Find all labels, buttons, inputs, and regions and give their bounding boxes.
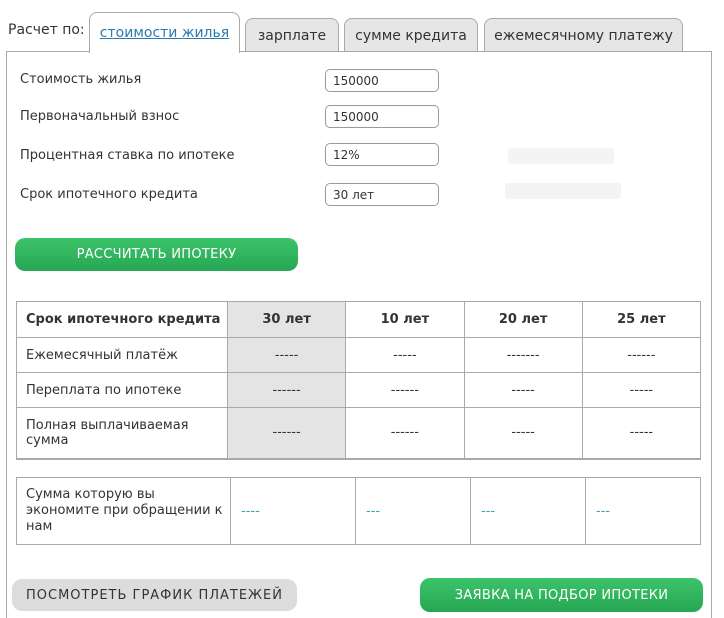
- table-cell: ------: [228, 408, 346, 459]
- savings-value: ---: [586, 478, 701, 545]
- savings-label: Сумма которую вы экономите при обращении к нам: [17, 478, 231, 545]
- savings-value: ----: [231, 478, 356, 545]
- tab-label: зарплате: [257, 27, 327, 44]
- term-input[interactable]: [325, 183, 439, 206]
- term-label: Срок ипотечного кредита: [20, 187, 198, 202]
- tab-label: стоимости жилья: [99, 25, 230, 41]
- table-cell: ------: [228, 373, 346, 408]
- table-cell: -----: [464, 373, 582, 408]
- table-header-cell: 10 лет: [346, 302, 464, 338]
- calculate-button[interactable]: РАССЧИТАТЬ ИПОТЕКУ: [15, 238, 298, 271]
- table-row: [17, 338, 701, 373]
- table-row: [17, 408, 701, 459]
- row-label: Ежемесячный платёж: [17, 338, 228, 373]
- savings-value: ---: [356, 478, 471, 545]
- table-header-cell: 30 лет: [228, 302, 346, 338]
- rate-label: Процентная ставка по ипотеке: [20, 148, 235, 163]
- savings-value: ---: [471, 478, 586, 545]
- table-cell: -------: [464, 338, 582, 373]
- tab-label: ежемесячному платежу: [494, 27, 673, 44]
- price-label: Стоимость жилья: [20, 72, 142, 87]
- table-cell: -----: [464, 408, 582, 459]
- table-header-row: [17, 302, 701, 338]
- calc-by-label: Расчет по:: [8, 22, 85, 38]
- table-cell: -----: [582, 408, 700, 459]
- table-row: [17, 478, 701, 545]
- rate-input[interactable]: [325, 143, 439, 166]
- table-cell: -----: [582, 373, 700, 408]
- term-hint: [505, 183, 621, 199]
- apply-mortgage-button[interactable]: ЗАЯВКА НА ПОДБОР ИПОТЕКИ: [420, 578, 703, 612]
- table-cell: ------: [346, 373, 464, 408]
- mortgage-table: [16, 301, 701, 460]
- table-cell: -----: [228, 338, 346, 373]
- table-cell: -----: [346, 338, 464, 373]
- down-payment-input[interactable]: [325, 105, 439, 128]
- savings-table: [16, 477, 701, 545]
- row-label: Полная выплачиваемая сумма: [17, 408, 228, 459]
- rate-hint: [508, 148, 614, 164]
- table-cell: ------: [346, 408, 464, 459]
- table-header-cell: 20 лет: [464, 302, 582, 338]
- tab-label: сумме кредита: [355, 27, 467, 44]
- table-header-cell: Срок ипотечного кредита: [17, 302, 228, 338]
- down-payment-label: Первоначальный взнос: [20, 109, 180, 124]
- price-input[interactable]: [325, 69, 439, 92]
- table-cell: ------: [582, 338, 700, 373]
- table-row: [17, 373, 701, 408]
- row-label: Переплата по ипотеке: [17, 373, 228, 408]
- payment-schedule-button[interactable]: ПОСМОТРЕТЬ ГРАФИК ПЛАТЕЖЕЙ: [12, 579, 297, 611]
- table-header-cell: 25 лет: [582, 302, 700, 338]
